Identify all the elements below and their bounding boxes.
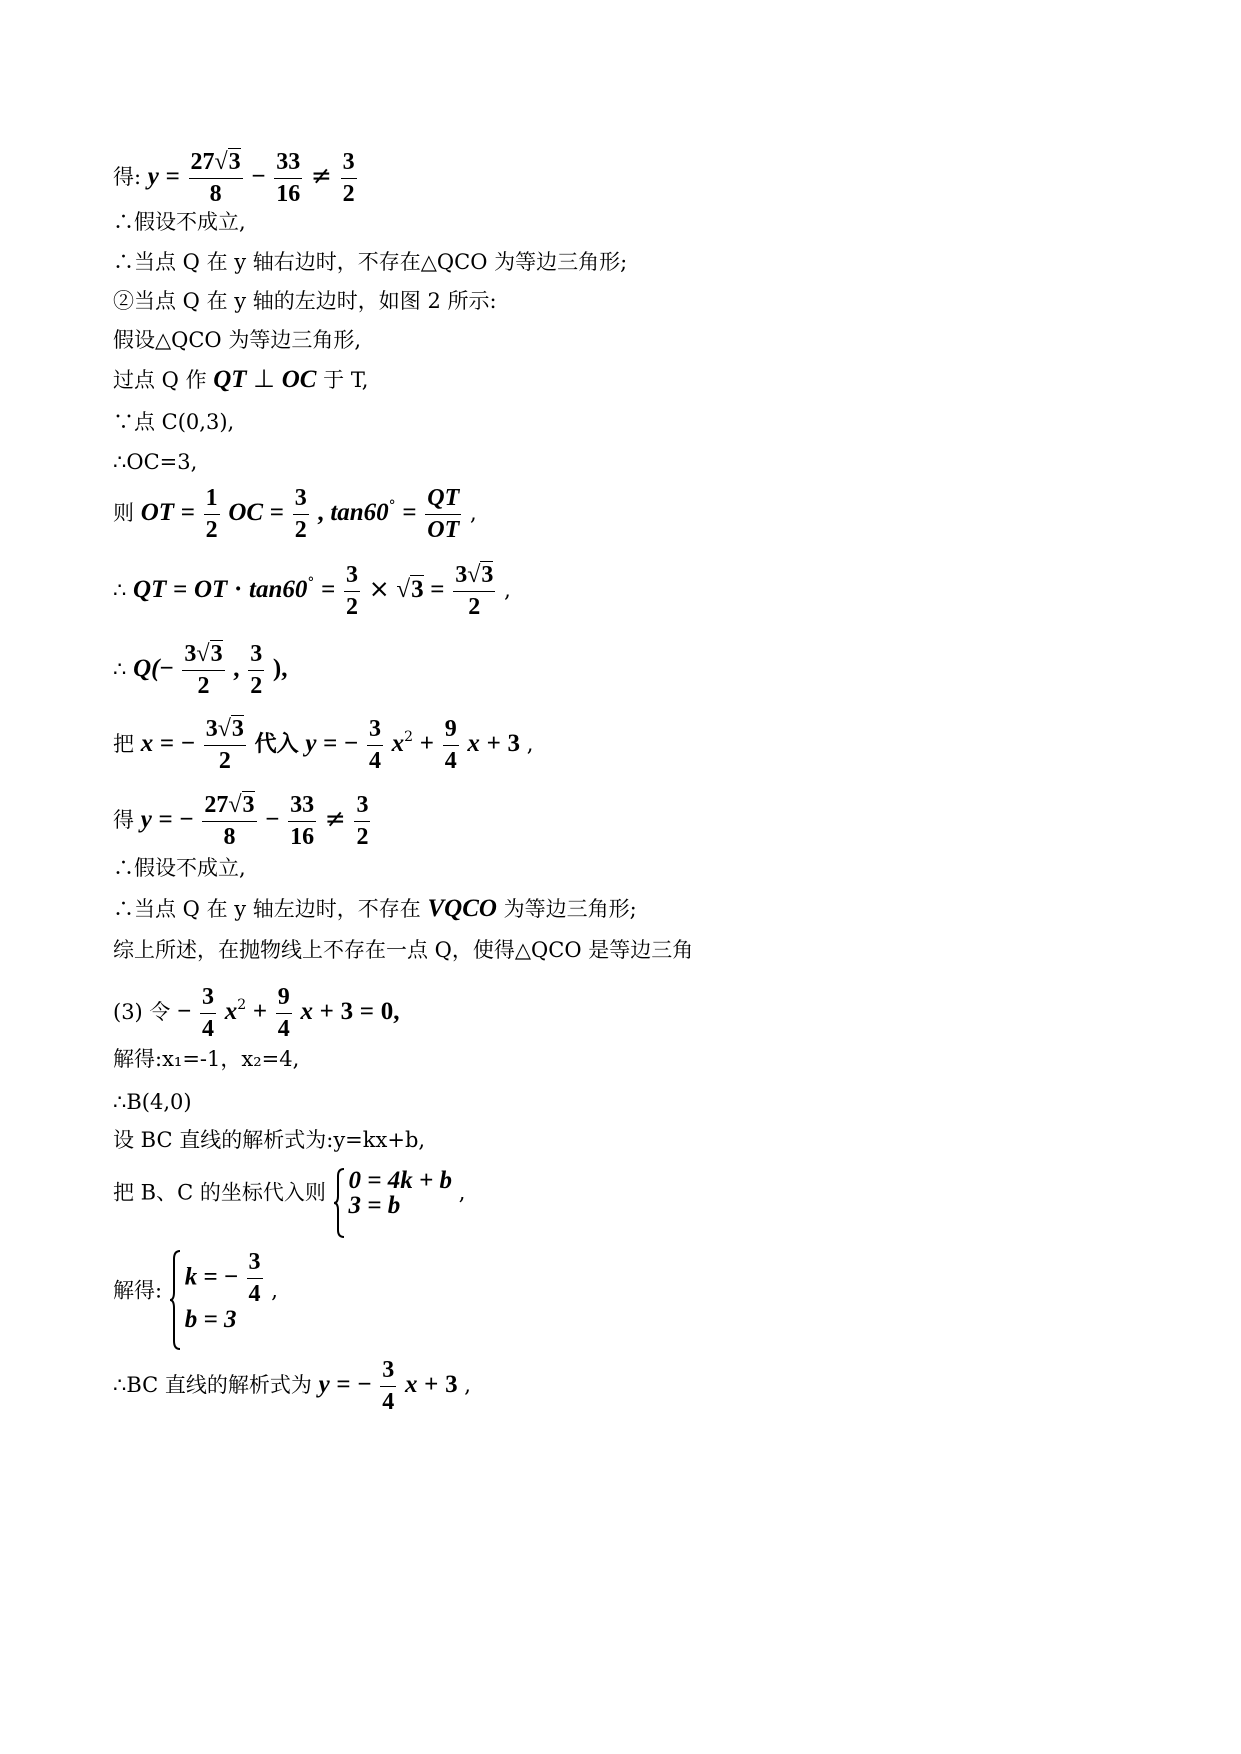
fraction — [367, 717, 383, 774]
denominator: 4 — [277, 1016, 290, 1043]
math-op: , — [317, 499, 324, 527]
text-line-4: ②当点 Q 在 y 轴的左边时，如图 2 所示: — [113, 289, 497, 313]
math-op: = — [336, 1371, 351, 1399]
math-op: , — [233, 655, 240, 683]
math-var: x — [404, 1371, 418, 1399]
math-var: k — [184, 1263, 198, 1291]
equation-line-21 — [113, 1168, 465, 1218]
text: , — [464, 1373, 471, 1398]
math-var: x — [391, 730, 405, 758]
math-var: y — [140, 806, 152, 834]
sqrt — [215, 150, 241, 175]
text-line-15 — [113, 896, 637, 921]
text-line-20: 设 BC 直线的解析式为:y=kx+b, — [113, 1128, 426, 1152]
text: ∴当点 Q 在 y 轴左边时，不存在 — [113, 897, 428, 921]
fraction — [204, 486, 220, 543]
math-op: = — [173, 576, 188, 604]
denominator: 2 — [250, 673, 263, 700]
math-op: = — [359, 998, 375, 1026]
denominator: 2 — [356, 824, 369, 851]
numerator: 3 — [367, 717, 383, 746]
math-var: Q( — [133, 655, 160, 683]
denominator: 2 — [197, 673, 210, 700]
fraction — [274, 150, 302, 207]
numerator: 33 — [274, 150, 302, 179]
denominator: 4 — [382, 1389, 395, 1416]
math-func: tan60 — [249, 576, 308, 604]
math-op: = — [203, 1263, 218, 1291]
fraction — [276, 985, 292, 1042]
math-op: + — [424, 1371, 439, 1399]
equation-line-1 — [113, 150, 359, 207]
sqrt — [467, 563, 493, 588]
text: 于 T, — [323, 368, 369, 392]
sqrt-sign: √ — [396, 576, 411, 604]
equation-line-13 — [113, 793, 372, 850]
math-var: OT — [194, 576, 228, 604]
text: 则 — [113, 501, 141, 526]
math-op: − — [265, 806, 280, 834]
denominator: 2 — [294, 517, 307, 544]
fraction — [354, 793, 370, 850]
denominator: 16 — [276, 181, 301, 208]
degree-sign: ° — [307, 575, 315, 592]
numerator: 1 — [204, 486, 220, 515]
text-line-3: ∴当点 Q 在 y 轴右边时，不存在△QCO 为等边三角形; — [113, 250, 628, 274]
fraction — [189, 150, 243, 207]
math-op: + — [252, 998, 268, 1026]
math-var: QT — [213, 366, 247, 393]
math-op: − — [180, 730, 196, 758]
fraction — [341, 150, 357, 207]
text-line-19: ∴B(4,0) — [113, 1090, 192, 1114]
math-op: = — [269, 499, 284, 527]
numerator: 3 — [205, 716, 218, 742]
numerator: 9 — [443, 717, 459, 746]
numerator: 3 — [184, 641, 197, 667]
denominator: 2 — [346, 594, 359, 621]
math-var: QT — [133, 576, 167, 604]
numerator: 3 — [341, 150, 357, 179]
text-line-8: ∴OC=3, — [113, 450, 198, 474]
math-op: · — [234, 576, 243, 604]
math-op: , — [393, 998, 400, 1026]
text: 为等边三角形; — [503, 897, 637, 921]
denominator: 4 — [202, 1016, 215, 1043]
text: , — [469, 501, 477, 526]
text: ∴ — [113, 657, 127, 682]
math-op: = — [159, 730, 175, 758]
text: , — [458, 1180, 466, 1205]
sqrt-sign: √ — [214, 149, 228, 175]
numerator: 9 — [276, 985, 292, 1014]
exponent: 2 — [404, 729, 414, 746]
radicand: 3 — [242, 792, 255, 818]
equation-system — [169, 1250, 265, 1332]
math-op: ⊥ — [253, 364, 276, 393]
math-op: − — [179, 806, 194, 834]
system-row: 3 = b — [348, 1192, 401, 1219]
math-var: OC — [228, 499, 264, 527]
fraction — [380, 1358, 396, 1415]
math-op: ), — [272, 655, 288, 683]
fraction — [344, 563, 360, 620]
numerator: 27 — [204, 792, 229, 818]
math-op: = — [321, 576, 336, 604]
text-line-14: ∴假设不成立, — [113, 856, 246, 880]
radicand: 3 — [411, 576, 424, 604]
text: ∴BC 直线的解析式为 — [113, 1373, 312, 1398]
brace-icon — [333, 1168, 345, 1238]
math-num: 0 — [380, 998, 394, 1026]
denominator: 4 — [368, 748, 381, 775]
fraction — [182, 642, 224, 699]
text: ∴ — [113, 578, 134, 603]
brace-icon — [169, 1250, 181, 1350]
text-line-7: ∵点 C(0,3), — [113, 410, 235, 434]
math-op: = — [180, 499, 195, 527]
text-line-6 — [113, 366, 368, 392]
math-op: + — [319, 998, 334, 1026]
fraction — [200, 985, 216, 1042]
math-op: × — [368, 574, 390, 604]
text: , — [526, 732, 534, 757]
equation-line-12 — [113, 717, 533, 774]
math-op: + — [486, 730, 501, 758]
sqrt — [218, 717, 244, 742]
fraction — [288, 793, 316, 850]
denominator: 4 — [444, 748, 457, 775]
equation-line-23 — [113, 1358, 471, 1415]
exponent: 2 — [237, 997, 247, 1014]
fraction — [204, 717, 246, 774]
sqrt-sign: √ — [467, 562, 481, 588]
denominator: 16 — [290, 824, 315, 851]
denominator: 2 — [218, 748, 231, 775]
math-op: = — [430, 576, 445, 604]
denominator: 2 — [468, 594, 481, 621]
fraction — [443, 717, 459, 774]
equation-line-17 — [113, 985, 399, 1042]
text-line-5: 假设△QCO 为等边三角形, — [113, 328, 362, 352]
fraction — [453, 563, 495, 620]
math-op: = — [323, 730, 338, 758]
equation-line-9 — [113, 486, 477, 543]
degree-sign: ° — [388, 498, 396, 515]
equation-line-11 — [113, 642, 287, 699]
math-num: 3 — [445, 1371, 458, 1399]
text-line-18: 解得:x₁=-1，x₂=4, — [113, 1047, 300, 1071]
denominator: 8 — [209, 181, 222, 208]
math-op: − — [344, 730, 359, 758]
text: 代入 — [254, 732, 299, 758]
equation-system — [333, 1168, 453, 1218]
text: , — [271, 1278, 278, 1303]
math-op: ≠ — [310, 161, 332, 191]
denominator: 2 — [342, 181, 355, 208]
text: 得: — [113, 165, 148, 190]
numerator: 3 — [354, 793, 370, 822]
math-op: + — [419, 730, 435, 758]
math-op: ≠ — [324, 804, 346, 834]
numerator: 27 — [190, 149, 215, 175]
text: , — [504, 578, 511, 603]
numerator: QT — [425, 486, 461, 515]
system-row — [185, 1250, 265, 1307]
denominator: OT — [427, 517, 460, 544]
math-num: 3 — [507, 730, 521, 758]
fraction — [248, 642, 264, 699]
fraction — [293, 486, 309, 543]
radicand: 3 — [231, 716, 244, 742]
math-var: x — [300, 998, 313, 1026]
numerator: 3 — [200, 985, 216, 1014]
math-var: x — [140, 730, 154, 758]
numerator: 33 — [288, 793, 316, 822]
numerator: 3 — [293, 486, 309, 515]
text: 得 — [113, 808, 141, 833]
text-line-16: 综上所述，在抛物线上不存在一点 Q，使得△QCO 是等边三角 — [113, 938, 694, 962]
text-line-2: ∴假设不成立, — [113, 210, 246, 234]
sqrt-sign: √ — [217, 716, 231, 742]
math-op: − — [159, 655, 174, 683]
system-row: 0 = 4k + b — [348, 1167, 453, 1194]
equation-line-10 — [113, 563, 511, 620]
math-var: y — [147, 163, 159, 191]
denominator: 4 — [248, 1281, 261, 1308]
sqrt-sign: √ — [228, 792, 242, 818]
math-var: VQCO — [427, 895, 497, 922]
numerator: 3 — [247, 1250, 263, 1279]
math-var: x — [224, 998, 238, 1026]
math-op: − — [357, 1371, 372, 1399]
numerator: 3 — [380, 1358, 396, 1387]
text: 把 — [113, 732, 141, 757]
radicand: 3 — [481, 562, 494, 588]
equation-line-22 — [113, 1250, 278, 1332]
radicand: 3 — [228, 149, 241, 175]
math-func: tan60 — [330, 499, 389, 527]
math-var: OT — [140, 499, 175, 527]
math-var: OC — [281, 366, 317, 393]
radicand: 3 — [210, 641, 223, 667]
math-op: − — [177, 998, 192, 1026]
fraction — [247, 1250, 263, 1307]
sqrt — [228, 793, 254, 818]
sqrt-sign: √ — [196, 641, 210, 667]
math-var: y — [305, 730, 317, 758]
numerator: 3 — [344, 563, 360, 592]
text: 解得: — [113, 1278, 163, 1303]
numerator: 3 — [248, 642, 264, 671]
sqrt — [396, 577, 423, 602]
fraction — [425, 486, 461, 543]
text: 把 B、C 的坐标代入则 — [113, 1180, 326, 1205]
denominator: 2 — [205, 517, 218, 544]
denominator: 8 — [223, 824, 236, 851]
system-row: b = 3 — [184, 1306, 237, 1334]
math-var: x — [467, 730, 480, 758]
math-op: − — [224, 1263, 239, 1291]
text: 过点 Q 作 — [113, 368, 214, 392]
fraction — [202, 793, 256, 850]
numerator: 3 — [455, 562, 468, 588]
math-op: = — [165, 163, 180, 191]
text: (3) 令 — [113, 1000, 178, 1025]
math-var: y — [318, 1371, 330, 1399]
sqrt — [196, 642, 222, 667]
math-op: = — [158, 806, 173, 834]
math-num: 3 — [340, 998, 354, 1026]
math-op: = — [402, 499, 417, 527]
math-op: − — [251, 163, 266, 191]
